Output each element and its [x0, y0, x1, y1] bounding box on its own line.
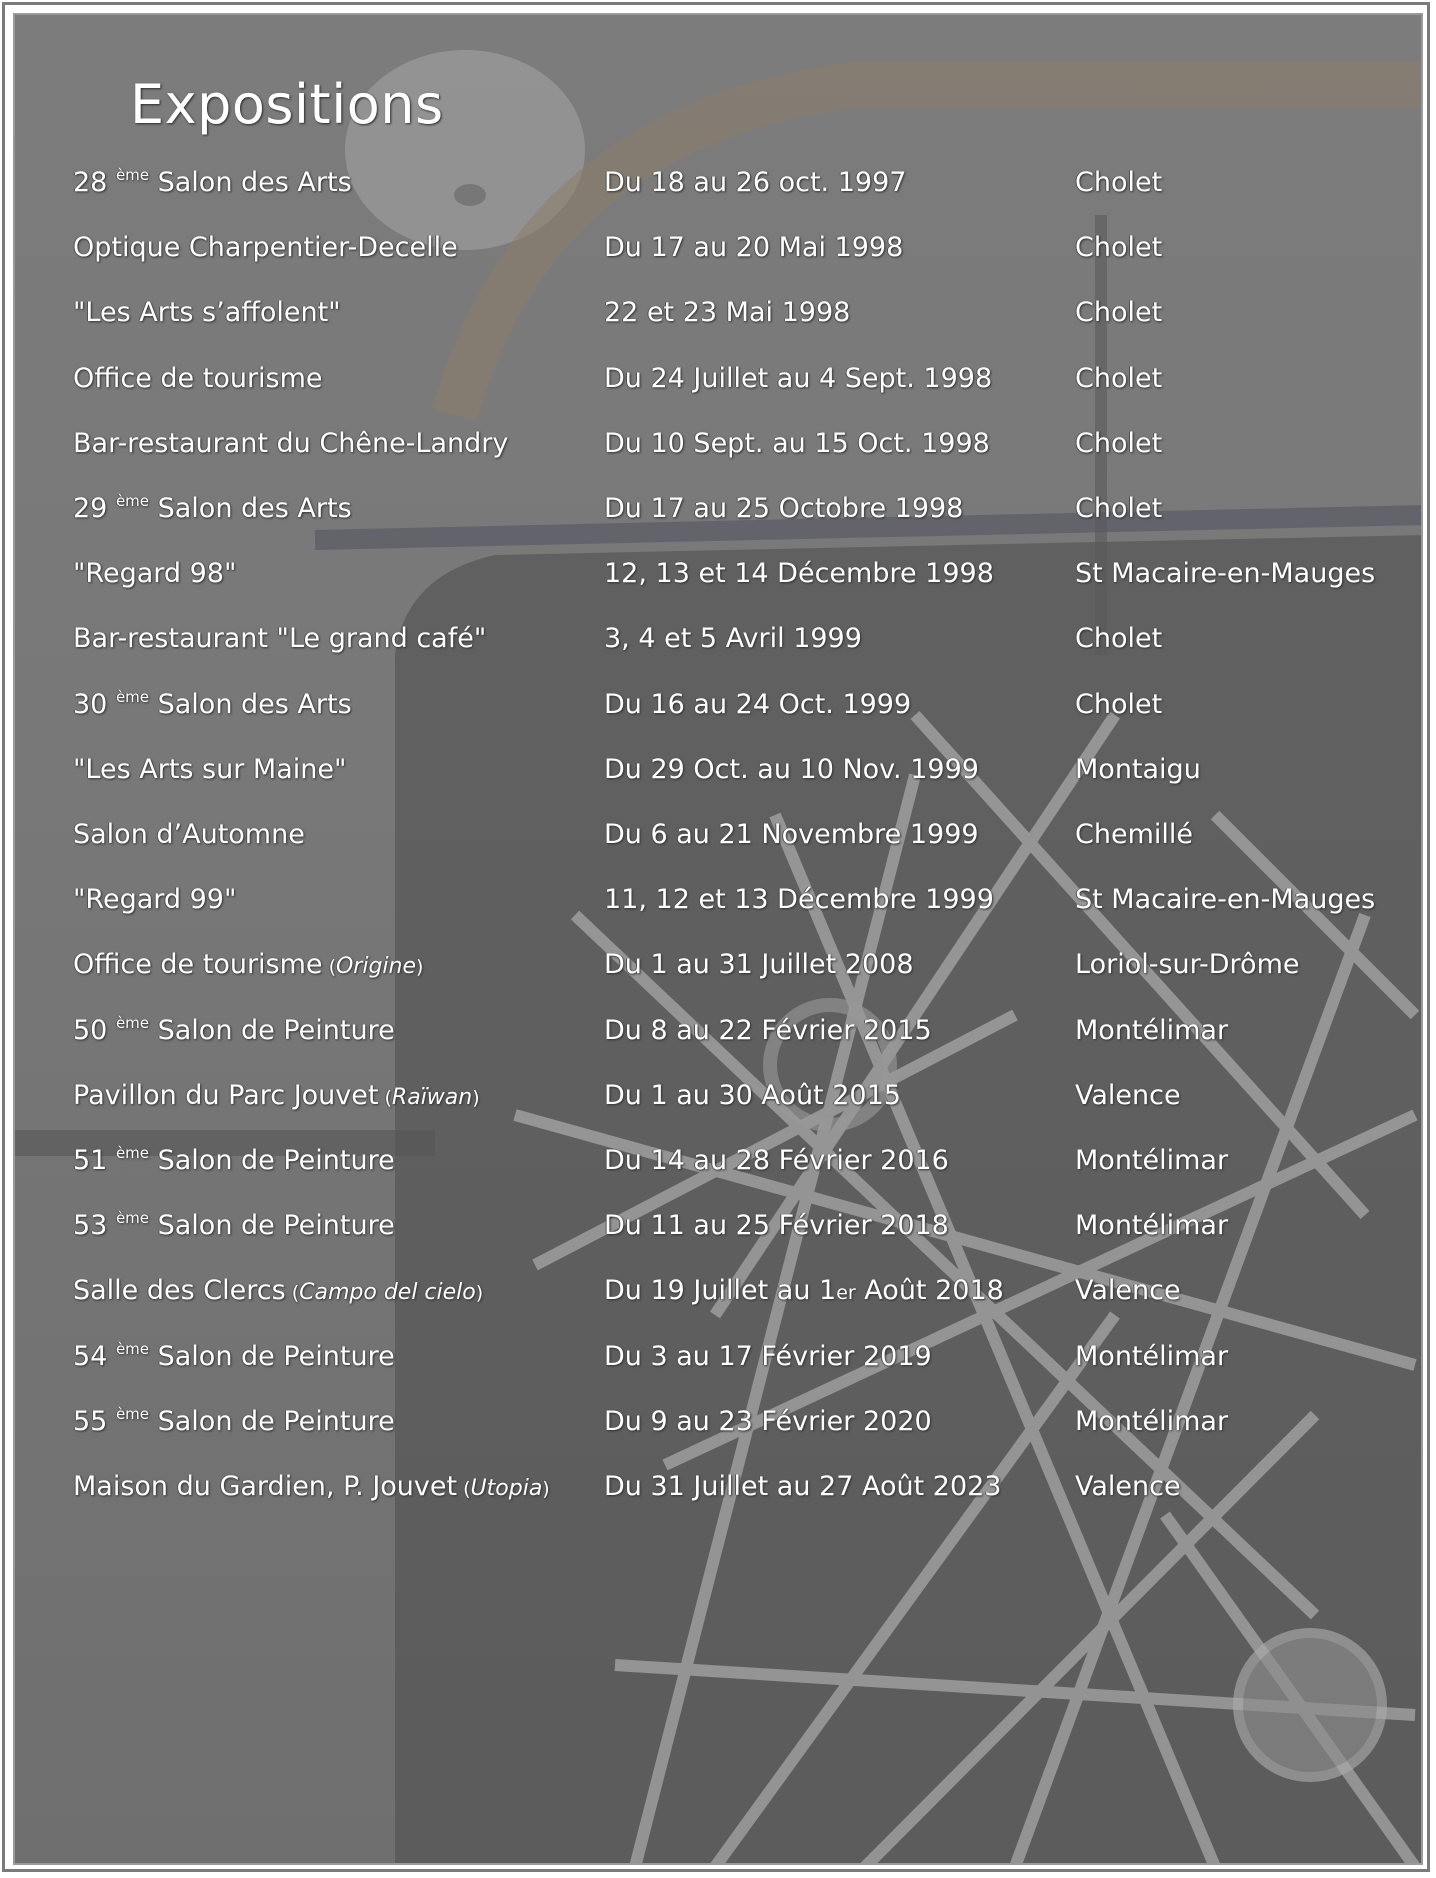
salon-name: Salon de Peinture [149, 1340, 395, 1372]
page-panel [13, 13, 1423, 1865]
exhibition-row [15, 1406, 1423, 1446]
salon-name: Salon des Arts [149, 688, 352, 720]
salon-name: Salon de Peinture [149, 1405, 395, 1437]
exhibition-city: Cholet [1075, 362, 1163, 394]
exhibition-row [15, 1080, 1423, 1120]
exhibition-name [73, 493, 352, 524]
exhibition-row [15, 1275, 1423, 1315]
exhibition-dates: Du 18 au 26 oct. 1997 [604, 167, 907, 198]
exhibition-name: Salle des Clercs (Campo del cielo) [73, 1275, 484, 1307]
background-artwork [15, 15, 1423, 1865]
ordinal-suffix: ème [115, 687, 150, 706]
exhibition-name [73, 884, 236, 915]
exhibition-title: Campo del cielo [299, 1280, 476, 1306]
exhibition-name: Maison du Gardien, P. Jouvet (Utopia) [73, 1471, 550, 1502]
ordinal-suffix: ème [115, 1404, 150, 1423]
exhibition-city: St Macaire-en-Mauges [1075, 558, 1376, 590]
ordinal-suffix: ème [115, 1144, 150, 1162]
exhibition-row [15, 558, 1423, 598]
exhibition-dates: 11, 12 et 13 Décembre 1999 [604, 884, 994, 916]
exhibition-city: Cholet [1075, 688, 1163, 720]
edition-number: 30 [73, 688, 116, 720]
venue-name: Bar-restaurant "Le grand café" [73, 623, 487, 655]
exhibition-dates: Du 19 Juillet au 1er Août 2018 [604, 1275, 1004, 1307]
exhibition-row [15, 428, 1423, 468]
exhibition-name [73, 232, 458, 263]
exhibition-city: Cholet [1075, 493, 1163, 524]
exhibition-dates: Du 11 au 25 Février 2018 [604, 1210, 949, 1242]
exhibition-row [15, 884, 1423, 924]
venue-name: "Regard 98" [73, 558, 237, 590]
salon-name: Salon de Peinture [149, 1014, 395, 1046]
exhibition-row [15, 363, 1423, 403]
exhibition-row [15, 1015, 1423, 1055]
exhibition-city: Chemillé [1075, 819, 1193, 850]
edition-number: 28 [73, 167, 116, 198]
exhibition-dates: Du 1 au 30 Août 2015 [604, 1079, 901, 1111]
exhibition-name [73, 1015, 395, 1046]
exhibition-city: Cholet [1075, 427, 1163, 459]
exhibition-city: Montélimar [1075, 1145, 1229, 1176]
exhibition-name [73, 1210, 395, 1241]
exhibition-city: Cholet [1075, 232, 1163, 264]
exhibition-row [15, 297, 1423, 337]
exhibition-city: Valence [1075, 1471, 1181, 1502]
exhibition-city: Montélimar [1075, 1210, 1229, 1242]
venue-name: Salle des Clercs [73, 1275, 286, 1307]
venue-name: Office de tourisme [73, 949, 323, 981]
exhibition-dates: Du 9 au 23 Février 2020 [604, 1405, 932, 1437]
exhibition-city: Loriol-sur-Drôme [1075, 949, 1300, 981]
exhibition-name [73, 1341, 395, 1372]
exhibition-name [73, 428, 508, 459]
exhibition-dates: Du 3 au 17 Février 2019 [604, 1340, 932, 1372]
exhibition-row [15, 1145, 1423, 1185]
salon-name: Salon des Arts [149, 167, 352, 198]
exhibition-name [73, 689, 352, 720]
exhibition-name [73, 297, 341, 328]
exhibition-name: Pavillon du Parc Jouvet (Raïwan) [73, 1079, 480, 1111]
exhibition-row [15, 1210, 1423, 1250]
exhibition-name [73, 363, 323, 394]
venue-name: Salon d’Automne [73, 819, 305, 850]
exhibition-row [15, 754, 1423, 794]
exhibition-name: Office de tourisme (Origine) [73, 949, 424, 981]
exhibition-dates: Du 24 Juillet au 4 Sept. 1998 [604, 362, 993, 394]
venue-name: Pavillon du Parc Jouvet [73, 1079, 379, 1111]
edition-number: 51 [73, 1145, 116, 1176]
venue-name: Office de tourisme [73, 362, 323, 394]
ordinal-suffix: ème [115, 1209, 150, 1228]
exhibition-row [15, 819, 1423, 859]
venue-name: Maison du Gardien, P. Jouvet [73, 1471, 458, 1502]
exhibition-dates: Du 31 Juillet au 27 Août 2023 [604, 1471, 1002, 1502]
clock-icon [1238, 1633, 1382, 1777]
exhibition-name [73, 623, 486, 654]
exhibition-dates: 3, 4 et 5 Avril 1999 [604, 623, 862, 655]
exhibition-name [73, 819, 305, 850]
edition-number: 50 [73, 1014, 116, 1046]
ordinal-suffix: ème [115, 1013, 150, 1032]
exhibition-row [15, 949, 1423, 989]
exhibition-name [73, 167, 352, 198]
exhibition-city: Montélimar [1075, 1405, 1229, 1437]
page-title: Expositions [130, 73, 444, 136]
edition-number: 53 [73, 1210, 116, 1242]
salon-name: Salon de Peinture [149, 1210, 395, 1242]
venue-name: "Les Arts s’affolent" [73, 297, 341, 329]
exhibition-dates: Du 29 Oct. au 10 Nov. 1999 [604, 753, 979, 785]
exhibition-title: Utopia [470, 1476, 543, 1501]
exhibition-city: Montélimar [1075, 1340, 1229, 1372]
exhibition-city: Valence [1075, 1275, 1181, 1307]
exhibition-dates: 12, 13 et 14 Décembre 1998 [604, 558, 994, 590]
exhibition-city: Montélimar [1075, 1014, 1229, 1046]
exhibition-dates: Du 17 au 20 Mai 1998 [604, 232, 904, 264]
exhibition-dates: Du 10 Sept. au 15 Oct. 1998 [604, 427, 990, 459]
exhibition-city: Cholet [1075, 297, 1163, 329]
edition-number: 29 [73, 493, 116, 524]
exhibition-row [15, 1471, 1423, 1511]
exhibition-row [15, 1341, 1423, 1381]
venue-name: "Regard 99" [73, 884, 237, 916]
salon-name: Salon de Peinture [149, 1145, 395, 1176]
ordinal-suffix: ème [115, 492, 150, 510]
exhibition-dates: Du 6 au 21 Novembre 1999 [604, 819, 979, 850]
exhibition-name [73, 1145, 395, 1176]
exhibition-name [73, 754, 346, 785]
ordinal-suffix: ème [115, 166, 150, 184]
edition-number: 54 [73, 1340, 116, 1372]
venue-name: "Les Arts sur Maine" [73, 753, 347, 785]
exhibition-dates: Du 17 au 25 Octobre 1998 [604, 493, 964, 524]
venue-name: Bar-restaurant du Chêne-Landry [73, 427, 509, 459]
exhibition-city: Montaigu [1075, 753, 1201, 785]
ordinal-suffix: ème [115, 1339, 150, 1358]
exhibition-city: Cholet [1075, 623, 1163, 655]
exhibition-dates: Du 16 au 24 Oct. 1999 [604, 688, 912, 720]
exhibition-row [15, 167, 1423, 207]
exhibition-dates: Du 8 au 22 Février 2015 [604, 1014, 932, 1046]
exhibition-dates: Du 14 au 28 Février 2016 [604, 1145, 949, 1176]
exhibition-row [15, 623, 1423, 663]
exhibition-name [73, 558, 236, 589]
exhibition-dates: Du 1 au 31 Juillet 2008 [604, 949, 914, 981]
exhibition-city: Cholet [1075, 167, 1163, 198]
salon-name: Salon des Arts [149, 493, 352, 524]
exhibition-city: Valence [1075, 1079, 1181, 1111]
exhibition-title: Raïwan [391, 1084, 473, 1110]
venue-name: Optique Charpentier-Decelle [73, 232, 458, 264]
ordinal-suffix: er [836, 1282, 856, 1305]
exhibition-row [15, 493, 1423, 533]
exhibition-row [15, 232, 1423, 272]
exhibition-dates: 22 et 23 Mai 1998 [604, 297, 851, 329]
exhibition-row [15, 689, 1423, 729]
exhibition-city: St Macaire-en-Mauges [1075, 884, 1376, 916]
exhibition-title: Origine [335, 954, 417, 980]
edition-number: 55 [73, 1405, 116, 1437]
exhibition-name [73, 1406, 395, 1437]
